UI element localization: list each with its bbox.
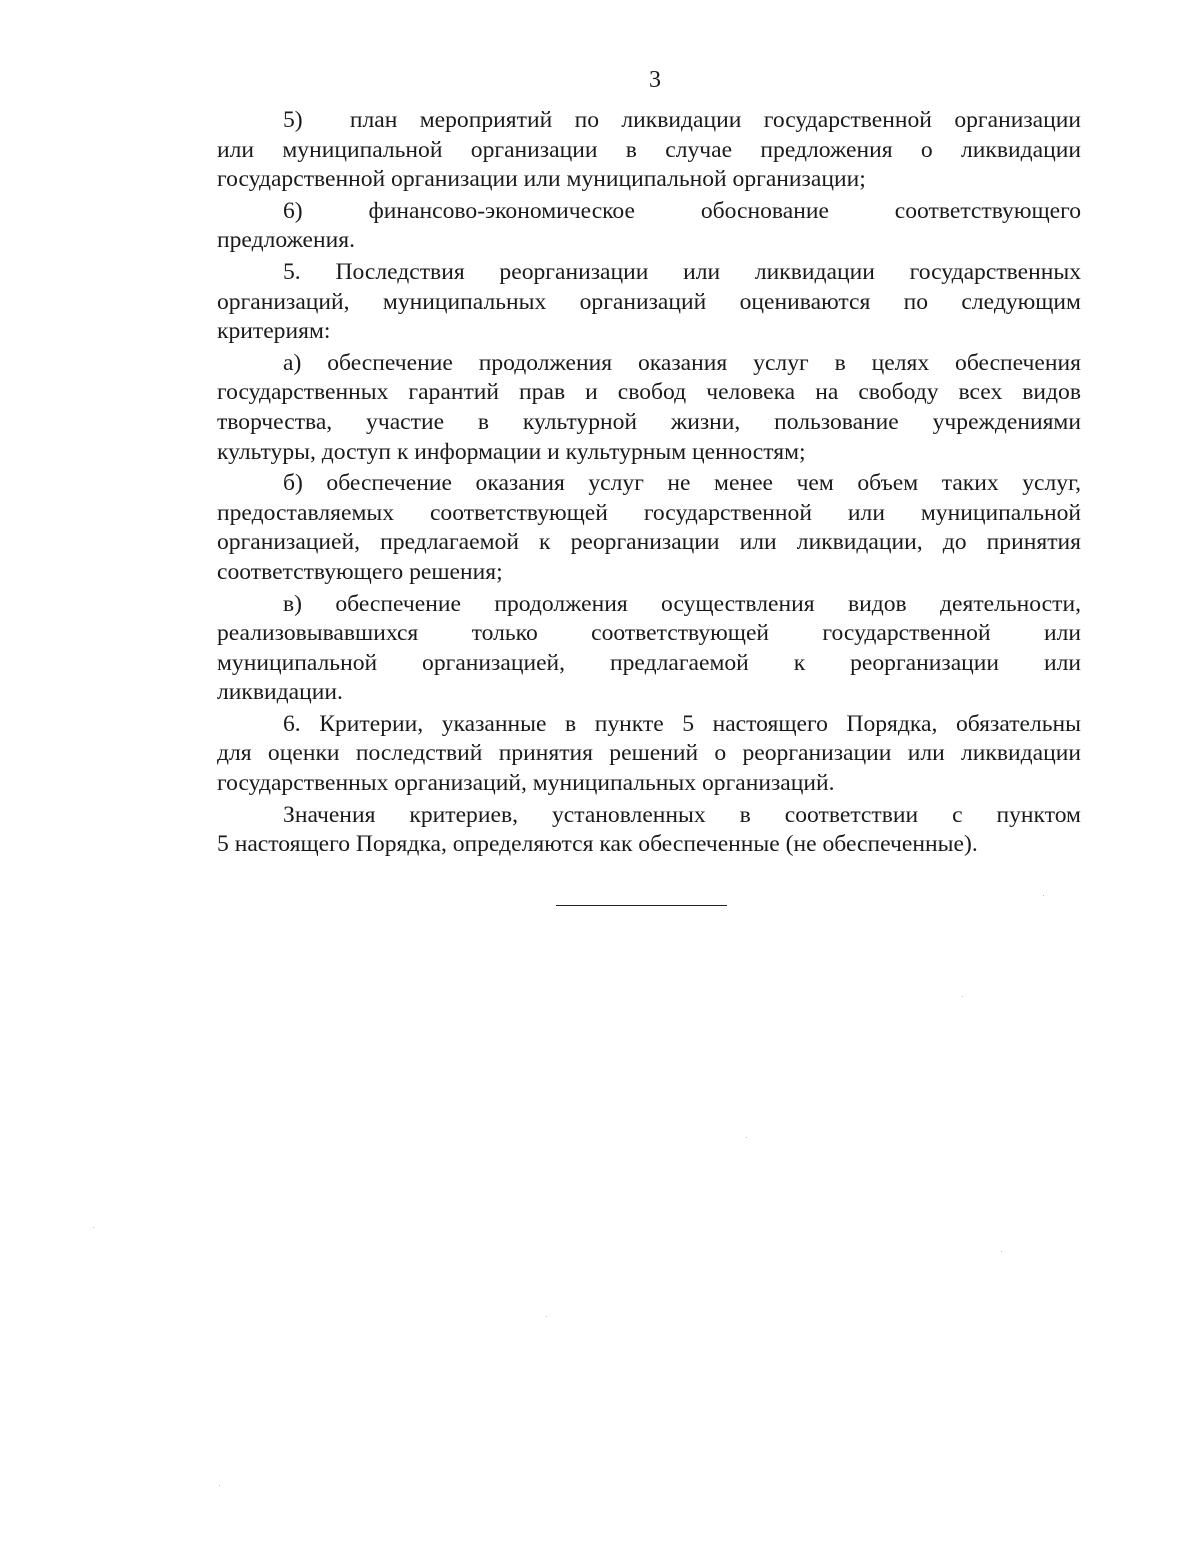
scan-speck xyxy=(746,1137,747,1138)
text-line: государственных организаций, муниципальных организаций. xyxy=(217,770,835,797)
text-line: организацией, предлагаемой к реорганизации или ликвидации, до принятия xyxy=(217,529,1081,556)
text-line: государственных гарантий прав и свобод человека на свободу всех видов xyxy=(217,379,1081,406)
text-line: ликвидации. xyxy=(217,679,343,706)
paragraph-criterion-b xyxy=(217,469,1081,587)
text-line: реализовывавшихся только соответствующей государственной или xyxy=(217,620,1081,647)
scan-speck xyxy=(93,1227,94,1228)
scan-speck xyxy=(1043,895,1044,896)
paragraph-criterion-a xyxy=(217,349,1081,467)
text-line: критериям: xyxy=(217,318,331,345)
text-line: 6. Критерии, указанные в пункте 5 настоящего Порядка, обязательны xyxy=(283,710,1081,737)
text-line: или муниципальной организации в случае предложения о ликвидации xyxy=(217,136,1081,163)
text-line: 5 настоящего Порядка, определяются как обеспеченные (не обеспеченные). xyxy=(217,831,978,858)
paragraph-item-5-liquidation-plan xyxy=(217,106,1081,195)
text-line: культуры, доступ к информации и культурным ценностям; xyxy=(217,438,806,465)
text-line: соответствующего решения; xyxy=(217,558,503,585)
scan-speck xyxy=(546,1316,547,1317)
text-line: предложения. xyxy=(217,227,356,254)
text-line: 5) план мероприятий по ликвидации государственной организации xyxy=(283,107,1081,133)
paragraph-item-6-financial-justification xyxy=(217,197,1081,256)
text-line: творчества, участие в культурной жизни, пользование учреждениями xyxy=(217,408,1081,435)
text-line: государственной организации или муниципальной организации; xyxy=(217,166,866,193)
text-line: 5. Последствия реорганизации или ликвидации государственных xyxy=(283,258,1081,285)
scan-speck xyxy=(962,996,963,997)
paragraph-clause-6-criteria xyxy=(217,710,1081,799)
text-line: 6) финансово-экономическое обоснование соответствующего xyxy=(283,197,1081,224)
text-line: организаций, муниципальных организаций оцениваются по следующим xyxy=(217,288,1081,315)
scan-speck xyxy=(1001,1251,1002,1252)
text-line: б) обеспечение оказания услуг не менее чем объем таких услуг, xyxy=(283,470,1081,497)
text-line: в) обеспечение продолжения осуществления видов деятельности, xyxy=(283,590,1081,617)
scan-speck xyxy=(219,1485,220,1486)
text-line: муниципальной организацией, предлагаемой к реорганизации или xyxy=(217,649,1081,676)
text-line: предоставляемых соответствующей государственной или муниципальной xyxy=(217,499,1081,526)
page-number: 3 xyxy=(649,67,661,93)
paragraph-criteria-values xyxy=(217,801,1081,860)
text-line: а) обеспечение продолжения оказания услуг в целях обеспечения xyxy=(283,349,1081,376)
document-body xyxy=(217,106,1081,862)
text-line: Значения критериев, установленных в соответствии с пунктом xyxy=(283,801,1081,828)
closing-rule-divider xyxy=(556,905,727,906)
text-line: для оценки последствий принятия решений о реорганизации или ликвидации xyxy=(217,740,1081,767)
paragraph-clause-5-consequences xyxy=(217,258,1081,347)
paragraph-criterion-v xyxy=(217,590,1081,708)
